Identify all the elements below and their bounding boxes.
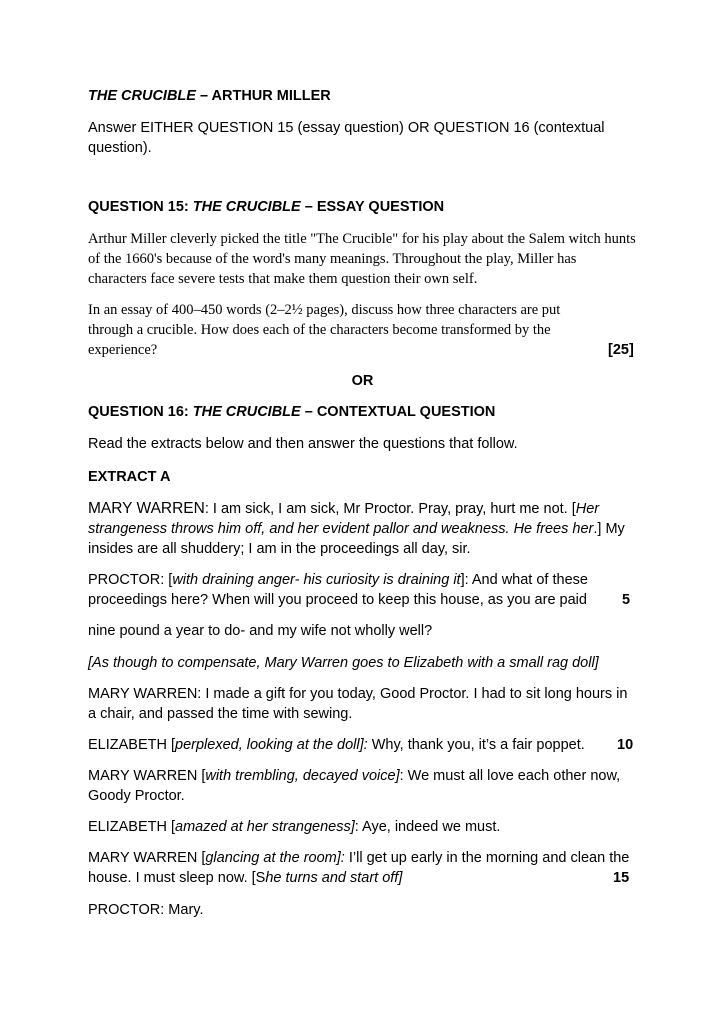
speaker-elizabeth: ELIZABETH [ (88, 819, 176, 835)
speaker-mary-warren: MARY WARREN (88, 500, 205, 517)
q16-intro: Read the extracts below and then answer the questions that follow. (88, 436, 518, 452)
dialogue-text: I’ll get up early in the morning and clean the house. I must sleep now. [S (88, 850, 630, 886)
extract-line-4: MARY WARREN: I made a gift for you today, Good Proctor. I had to sit long hours in a chair, and passed the time with sewing. (88, 686, 628, 722)
stage-direction: glancing at the room]: (205, 850, 345, 866)
stage-direction: with trembling, decayed voice] (205, 768, 400, 784)
extract-line-9: PROCTOR: Mary. (88, 902, 204, 918)
dialogue-text: ]: And what of these proceedings here? When will you proceed to keep this house, as you are paid (88, 572, 588, 608)
section-title (88, 86, 638, 106)
extract-heading: EXTRACT A (88, 469, 171, 485)
extract-line-5 (88, 735, 598, 755)
line-number-15: 15 (613, 870, 630, 886)
extract-line-2b: nine pound a year to do- and my wife not wholly well? (88, 623, 433, 639)
dialogue-text: .] My insides are all shuddery; I am in the proceedings all day, sir. (88, 521, 625, 557)
line-number-5: 5 (622, 592, 631, 608)
q15-heading (88, 197, 638, 217)
dialogue-text: : Aye, indeed we must. (354, 819, 501, 835)
stage-direction: he turns and start off] (265, 870, 403, 886)
q15-heading-italic: THE CRUCIBLE (192, 199, 301, 215)
q16-heading-suffix: – CONTEXTUAL QUESTION (300, 404, 496, 420)
speaker-mary-warren: MARY WARREN [ (88, 850, 206, 866)
dialogue-text: : We must all love each other now, Goody Proctor. (88, 768, 621, 804)
q16-heading (88, 402, 638, 422)
dialogue-text: Why, thank you, it’s a fair poppet. (367, 737, 585, 753)
instruction-text: Answer EITHER QUESTION 15 (essay question) OR QUESTION 16 (contextual question). (88, 120, 605, 156)
stage-direction: Her strangeness throws him off, and her evident pallor and weakness. He frees her (88, 501, 600, 537)
speaker-mary-warren: MARY WARREN [ (88, 768, 206, 784)
title-author: – ARTHUR MILLER (195, 88, 331, 104)
q15-paragraph-1: Arthur Miller cleverly picked the title "The Crucible" for his play about the Salem witch hunts of the 1660's because of the word's many meanings. Throughout the play, Miller has characters face severe tests that make them question their own self. (88, 231, 636, 287)
stage-direction: amazed at her strangeness] (175, 819, 355, 835)
or-separator: OR (351, 373, 374, 389)
extract-line-6 (88, 766, 638, 806)
extract-line-2 (88, 570, 613, 610)
q16-heading-prefix: QUESTION 16: (88, 404, 193, 420)
q15-marks: [25] (608, 342, 634, 358)
stage-direction: perplexed, looking at the doll]: (175, 737, 368, 753)
extract-stage-direction: [As though to compensate, Mary Warren goes to Elizabeth with a small rag doll] (88, 655, 599, 671)
extract-line-8 (88, 848, 638, 888)
q15-heading-suffix: – ESSAY QUESTION (300, 199, 445, 215)
q15-paragraph-2: In an essay of 400–450 words (2–2½ pages), discuss how three characters are put through a crucible. How does each of the characters become transformed by the experience? (88, 302, 561, 358)
speaker-elizabeth: ELIZABETH [ (88, 737, 176, 753)
extract-line-7 (88, 817, 638, 837)
stage-direction: with draining anger- his curiosity is draining it (172, 572, 461, 588)
speaker-proctor: PROCTOR: [ (88, 572, 173, 588)
line-number-10: 10 (617, 737, 634, 753)
q15-heading-prefix: QUESTION 15: (88, 199, 193, 215)
title-play-name: THE CRUCIBLE (88, 88, 196, 104)
dialogue-text: : I am sick, I am sick, Mr Proctor. Pray, pray, hurt me not. [ (204, 501, 576, 517)
extract-line-1 (88, 499, 638, 559)
q16-heading-italic: THE CRUCIBLE (192, 404, 301, 420)
